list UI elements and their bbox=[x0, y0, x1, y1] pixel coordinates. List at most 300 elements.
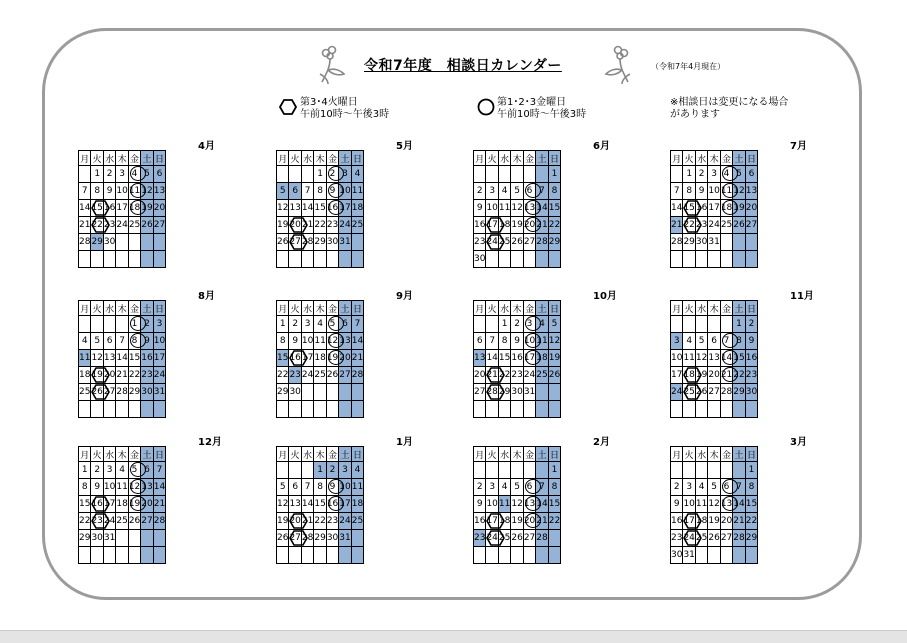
day-number: 7 bbox=[736, 482, 742, 492]
day-number: 12 bbox=[128, 482, 141, 492]
day-number: 13 bbox=[523, 203, 536, 213]
day-cell bbox=[536, 166, 548, 183]
day-cell bbox=[474, 217, 486, 234]
page-title: 令和7年度 相談日カレンダー bbox=[364, 58, 562, 74]
day-number: 14 bbox=[486, 353, 498, 363]
day-cell bbox=[474, 316, 486, 333]
weekday-header: 水 bbox=[301, 151, 313, 166]
day-cell bbox=[671, 401, 683, 418]
day-number: 10 bbox=[116, 186, 128, 196]
day-number: 14 bbox=[301, 499, 314, 509]
day-number: 3 bbox=[119, 169, 125, 179]
day-cell bbox=[91, 530, 103, 547]
day-cell bbox=[733, 183, 745, 200]
day-number: 8 bbox=[81, 482, 88, 492]
weekday-header: 月 bbox=[474, 447, 486, 462]
weekday-header: 土 bbox=[339, 447, 351, 462]
weekday-header: 土 bbox=[733, 301, 745, 316]
day-number: 11 bbox=[498, 203, 511, 213]
day-cell bbox=[326, 401, 338, 418]
weekday-header: 日 bbox=[548, 447, 560, 462]
month-table bbox=[78, 150, 166, 268]
day-number: 11 bbox=[536, 336, 548, 346]
day-number: 2 bbox=[514, 319, 520, 329]
day-cell bbox=[733, 200, 745, 217]
day-number: 8 bbox=[551, 482, 558, 492]
day-number: 23 bbox=[103, 220, 116, 230]
weekday-header: 火 bbox=[289, 151, 301, 166]
day-cell bbox=[91, 350, 103, 367]
day-cell bbox=[536, 496, 548, 513]
day-number: 19 bbox=[708, 516, 720, 526]
day-cell bbox=[536, 384, 548, 401]
day-cell bbox=[128, 367, 140, 384]
day-cell bbox=[733, 513, 745, 530]
weekday-header: 月 bbox=[671, 301, 683, 316]
day-cell bbox=[720, 547, 732, 564]
day-number: 1 bbox=[317, 169, 323, 179]
day-number: 31 bbox=[683, 550, 695, 560]
day-cell bbox=[548, 367, 560, 384]
day-number: 17 bbox=[339, 499, 351, 509]
day-cell bbox=[683, 479, 695, 496]
day-number: 19 bbox=[548, 353, 561, 363]
day-cell bbox=[671, 384, 683, 401]
day-cell bbox=[708, 367, 720, 384]
day-number: 17 bbox=[708, 203, 720, 213]
day-cell bbox=[695, 547, 707, 564]
day-cell bbox=[671, 547, 683, 564]
day-cell bbox=[314, 462, 326, 479]
day-cell bbox=[79, 183, 91, 200]
day-cell bbox=[79, 166, 91, 183]
day-number: 12 bbox=[548, 336, 561, 346]
day-number: 18 bbox=[314, 353, 326, 363]
day-number: 25 bbox=[351, 516, 364, 526]
day-number: 22 bbox=[498, 370, 511, 380]
day-cell bbox=[720, 200, 732, 217]
day-number: 6 bbox=[748, 169, 755, 179]
day-cell bbox=[116, 513, 128, 530]
day-cell bbox=[116, 333, 128, 350]
weekday-header: 木 bbox=[708, 301, 720, 316]
day-cell bbox=[141, 513, 153, 530]
day-number: 4 bbox=[81, 336, 88, 346]
weekday-header: 金 bbox=[326, 301, 338, 316]
month-table bbox=[78, 446, 166, 564]
day-number: 3 bbox=[526, 319, 533, 329]
day-cell bbox=[79, 530, 91, 547]
day-cell bbox=[91, 479, 103, 496]
day-cell bbox=[103, 333, 115, 350]
day-number: 25 bbox=[683, 387, 695, 397]
day-number: 12 bbox=[91, 353, 103, 363]
day-cell bbox=[523, 384, 535, 401]
day-cell bbox=[314, 367, 326, 384]
day-cell bbox=[277, 513, 289, 530]
day-cell bbox=[153, 401, 165, 418]
flower-decoration-right-icon bbox=[600, 44, 634, 86]
weekday-header: 火 bbox=[683, 447, 695, 462]
day-number: 23 bbox=[474, 533, 486, 543]
month-table bbox=[276, 300, 364, 418]
day-number: 14 bbox=[536, 499, 548, 509]
day-number: 26 bbox=[91, 387, 103, 397]
day-number: 3 bbox=[342, 465, 348, 475]
weekday-header: 火 bbox=[486, 301, 498, 316]
day-cell bbox=[498, 183, 510, 200]
day-cell bbox=[153, 183, 165, 200]
day-cell bbox=[523, 251, 535, 268]
day-cell bbox=[116, 316, 128, 333]
day-cell bbox=[153, 547, 165, 564]
day-cell bbox=[474, 530, 486, 547]
day-number: 17 bbox=[683, 516, 695, 526]
day-cell bbox=[720, 183, 732, 200]
day-number: 25 bbox=[498, 533, 511, 543]
day-cell bbox=[486, 183, 498, 200]
day-number: 4 bbox=[501, 482, 508, 492]
day-number: 25 bbox=[536, 370, 548, 380]
day-cell bbox=[486, 462, 498, 479]
weekday-header: 土 bbox=[733, 447, 745, 462]
weekday-header: 土 bbox=[339, 151, 351, 166]
day-cell bbox=[351, 496, 363, 513]
day-cell bbox=[103, 166, 115, 183]
day-cell bbox=[523, 513, 535, 530]
day-cell bbox=[301, 333, 313, 350]
day-number: 23 bbox=[671, 533, 683, 543]
day-cell bbox=[289, 166, 301, 183]
weekday-header: 水 bbox=[103, 447, 115, 462]
day-cell bbox=[683, 496, 695, 513]
weekday-header: 土 bbox=[141, 301, 153, 316]
day-number: 23 bbox=[141, 370, 153, 380]
day-cell bbox=[671, 462, 683, 479]
day-cell bbox=[720, 217, 732, 234]
day-number: 10 bbox=[486, 203, 498, 213]
weekday-header: 水 bbox=[498, 301, 510, 316]
day-cell bbox=[128, 234, 140, 251]
day-cell bbox=[103, 183, 115, 200]
day-cell bbox=[720, 513, 732, 530]
day-number: 19 bbox=[511, 516, 523, 526]
weekday-header: 月 bbox=[79, 447, 91, 462]
day-number: 24 bbox=[153, 370, 166, 380]
day-cell bbox=[91, 496, 103, 513]
day-number: 26 bbox=[708, 533, 720, 543]
day-number: 22 bbox=[128, 370, 141, 380]
day-number: 5 bbox=[551, 319, 558, 329]
day-number: 27 bbox=[289, 533, 301, 543]
day-number: 21 bbox=[536, 516, 548, 526]
day-number: 7 bbox=[539, 482, 545, 492]
day-cell bbox=[474, 183, 486, 200]
day-number: 6 bbox=[106, 336, 113, 346]
day-cell bbox=[683, 401, 695, 418]
day-number: 26 bbox=[548, 370, 561, 380]
day-cell bbox=[745, 479, 757, 496]
day-cell bbox=[511, 333, 523, 350]
day-number: 3 bbox=[673, 336, 680, 346]
day-cell bbox=[720, 496, 732, 513]
day-cell bbox=[671, 367, 683, 384]
day-cell bbox=[511, 166, 523, 183]
day-number: 12 bbox=[695, 353, 708, 363]
day-cell bbox=[548, 217, 560, 234]
weekday-header: 火 bbox=[683, 301, 695, 316]
day-number: 12 bbox=[326, 336, 339, 346]
day-number: 20 bbox=[474, 370, 486, 380]
day-cell bbox=[548, 547, 560, 564]
day-cell bbox=[289, 350, 301, 367]
day-cell bbox=[498, 401, 510, 418]
day-number: 8 bbox=[317, 482, 323, 492]
day-number: 11 bbox=[683, 353, 695, 363]
day-cell bbox=[733, 401, 745, 418]
day-number: 31 bbox=[339, 237, 351, 247]
day-number: 10 bbox=[153, 336, 166, 346]
day-number: 9 bbox=[329, 186, 336, 196]
day-number: 17 bbox=[103, 499, 116, 509]
day-cell bbox=[720, 384, 732, 401]
day-number: 10 bbox=[339, 186, 351, 196]
day-cell bbox=[671, 479, 683, 496]
day-number: 5 bbox=[514, 186, 520, 196]
day-cell bbox=[326, 547, 338, 564]
day-cell bbox=[314, 401, 326, 418]
day-number: 9 bbox=[106, 186, 113, 196]
day-number: 16 bbox=[474, 220, 486, 230]
weekday-header: 月 bbox=[671, 447, 683, 462]
day-number: 4 bbox=[539, 319, 545, 329]
day-cell bbox=[720, 251, 732, 268]
day-number: 22 bbox=[314, 220, 326, 230]
day-number: 13 bbox=[289, 499, 301, 509]
day-cell bbox=[511, 200, 523, 217]
day-number: 13 bbox=[708, 353, 720, 363]
day-cell bbox=[720, 530, 732, 547]
day-cell bbox=[103, 350, 115, 367]
weekday-header: 金 bbox=[326, 447, 338, 462]
day-number: 29 bbox=[314, 533, 326, 543]
day-number: 24 bbox=[103, 516, 116, 526]
day-number: 4 bbox=[317, 319, 323, 329]
day-cell bbox=[683, 384, 695, 401]
day-cell bbox=[708, 530, 720, 547]
day-cell bbox=[671, 251, 683, 268]
weekday-header: 金 bbox=[326, 151, 338, 166]
day-cell bbox=[474, 166, 486, 183]
day-number: 16 bbox=[289, 353, 301, 363]
day-cell bbox=[486, 547, 498, 564]
day-number: 27 bbox=[103, 387, 116, 397]
day-number: 4 bbox=[354, 465, 361, 475]
day-number: 3 bbox=[106, 465, 113, 475]
day-cell bbox=[708, 496, 720, 513]
day-cell bbox=[720, 479, 732, 496]
day-cell bbox=[683, 234, 695, 251]
weekday-header: 日 bbox=[745, 301, 757, 316]
day-cell bbox=[511, 367, 523, 384]
day-number: 2 bbox=[673, 482, 680, 492]
day-number: 15 bbox=[91, 203, 103, 213]
day-number: 13 bbox=[153, 186, 166, 196]
day-number: 19 bbox=[733, 203, 745, 213]
day-cell bbox=[289, 547, 301, 564]
day-cell bbox=[351, 513, 363, 530]
day-cell bbox=[314, 530, 326, 547]
day-number: 10 bbox=[523, 336, 536, 346]
circle-legend-icon bbox=[477, 98, 495, 116]
day-number: 7 bbox=[156, 465, 163, 475]
day-number: 8 bbox=[748, 482, 755, 492]
weekday-header: 火 bbox=[289, 447, 301, 462]
day-cell bbox=[745, 401, 757, 418]
weekday-header: 木 bbox=[511, 447, 523, 462]
day-number: 17 bbox=[339, 203, 351, 213]
day-cell bbox=[153, 513, 165, 530]
day-cell bbox=[548, 200, 560, 217]
day-cell bbox=[289, 316, 301, 333]
day-cell bbox=[498, 333, 510, 350]
day-cell bbox=[733, 384, 745, 401]
day-number: 29 bbox=[745, 533, 758, 543]
day-number: 26 bbox=[128, 516, 141, 526]
day-number: 24 bbox=[116, 220, 128, 230]
day-number: 17 bbox=[153, 353, 166, 363]
day-cell bbox=[683, 530, 695, 547]
day-number: 23 bbox=[91, 516, 103, 526]
day-cell bbox=[116, 367, 128, 384]
day-number: 30 bbox=[671, 550, 683, 560]
day-number: 19 bbox=[277, 516, 289, 526]
day-number: 11 bbox=[128, 186, 141, 196]
day-cell bbox=[153, 234, 165, 251]
day-number: 28 bbox=[720, 387, 733, 397]
day-cell bbox=[301, 200, 313, 217]
status-note: （令和7年4月現在） bbox=[651, 62, 726, 71]
day-cell bbox=[720, 462, 732, 479]
day-number: 28 bbox=[536, 533, 548, 543]
day-cell bbox=[708, 183, 720, 200]
weekday-header: 月 bbox=[671, 151, 683, 166]
day-number: 13 bbox=[289, 203, 301, 213]
day-number: 24 bbox=[708, 220, 720, 230]
day-number: 27 bbox=[289, 237, 301, 247]
day-cell bbox=[733, 462, 745, 479]
day-number: 16 bbox=[695, 203, 708, 213]
day-cell bbox=[128, 183, 140, 200]
weekday-header: 金 bbox=[720, 447, 732, 462]
day-cell bbox=[745, 530, 757, 547]
day-cell bbox=[326, 251, 338, 268]
day-cell bbox=[695, 166, 707, 183]
day-cell bbox=[733, 350, 745, 367]
day-cell bbox=[153, 384, 165, 401]
day-number: 9 bbox=[698, 186, 705, 196]
day-cell bbox=[339, 547, 351, 564]
weekday-header: 水 bbox=[103, 301, 115, 316]
day-cell bbox=[511, 350, 523, 367]
weekday-header: 水 bbox=[498, 447, 510, 462]
day-cell bbox=[351, 333, 363, 350]
day-cell bbox=[79, 234, 91, 251]
day-cell bbox=[116, 200, 128, 217]
day-number: 15 bbox=[314, 499, 326, 509]
day-number: 12 bbox=[733, 186, 745, 196]
day-cell bbox=[536, 462, 548, 479]
tuesday-legend-hours: 午前10時～午後3時 bbox=[300, 109, 390, 120]
day-number: 18 bbox=[128, 203, 141, 213]
day-number: 22 bbox=[79, 516, 91, 526]
day-cell bbox=[128, 217, 140, 234]
weekday-header: 水 bbox=[498, 151, 510, 166]
day-number: 14 bbox=[351, 336, 364, 346]
day-number: 2 bbox=[476, 186, 483, 196]
weekday-header: 金 bbox=[523, 301, 535, 316]
day-number: 13 bbox=[720, 499, 733, 509]
day-cell bbox=[351, 530, 363, 547]
day-cell bbox=[128, 350, 140, 367]
day-number: 1 bbox=[551, 465, 558, 475]
day-cell bbox=[486, 234, 498, 251]
weekday-header: 火 bbox=[683, 151, 695, 166]
day-cell bbox=[486, 251, 498, 268]
day-number: 10 bbox=[671, 353, 683, 363]
day-cell bbox=[301, 251, 313, 268]
day-number: 1 bbox=[81, 465, 88, 475]
day-number: 2 bbox=[748, 319, 755, 329]
day-number: 9 bbox=[144, 336, 150, 346]
day-cell bbox=[116, 234, 128, 251]
day-cell bbox=[116, 479, 128, 496]
day-number: 20 bbox=[523, 516, 536, 526]
day-cell bbox=[351, 384, 363, 401]
day-cell bbox=[486, 384, 498, 401]
weekday-header: 月 bbox=[277, 447, 289, 462]
day-cell bbox=[339, 384, 351, 401]
day-cell bbox=[103, 251, 115, 268]
day-number: 23 bbox=[695, 220, 708, 230]
day-number: 7 bbox=[539, 186, 545, 196]
weekday-header: 金 bbox=[128, 151, 140, 166]
weekday-header: 日 bbox=[351, 447, 363, 462]
day-number: 13 bbox=[745, 186, 758, 196]
day-number: 13 bbox=[523, 499, 536, 509]
day-number: 20 bbox=[339, 353, 351, 363]
day-cell bbox=[116, 530, 128, 547]
day-cell bbox=[695, 333, 707, 350]
day-cell bbox=[339, 367, 351, 384]
weekday-header: 木 bbox=[708, 447, 720, 462]
day-cell bbox=[128, 316, 140, 333]
day-number: 11 bbox=[314, 336, 326, 346]
day-number: 20 bbox=[153, 203, 166, 213]
day-number: 16 bbox=[326, 203, 339, 213]
day-cell bbox=[91, 234, 103, 251]
day-number: 20 bbox=[103, 370, 116, 380]
day-number: 11 bbox=[79, 353, 91, 363]
weekday-header: 土 bbox=[141, 447, 153, 462]
day-cell bbox=[523, 183, 535, 200]
day-cell bbox=[91, 183, 103, 200]
day-number: 5 bbox=[698, 336, 705, 346]
day-number: 15 bbox=[683, 203, 695, 213]
day-number: 20 bbox=[289, 220, 301, 230]
day-number: 22 bbox=[277, 370, 289, 380]
day-cell bbox=[103, 479, 115, 496]
